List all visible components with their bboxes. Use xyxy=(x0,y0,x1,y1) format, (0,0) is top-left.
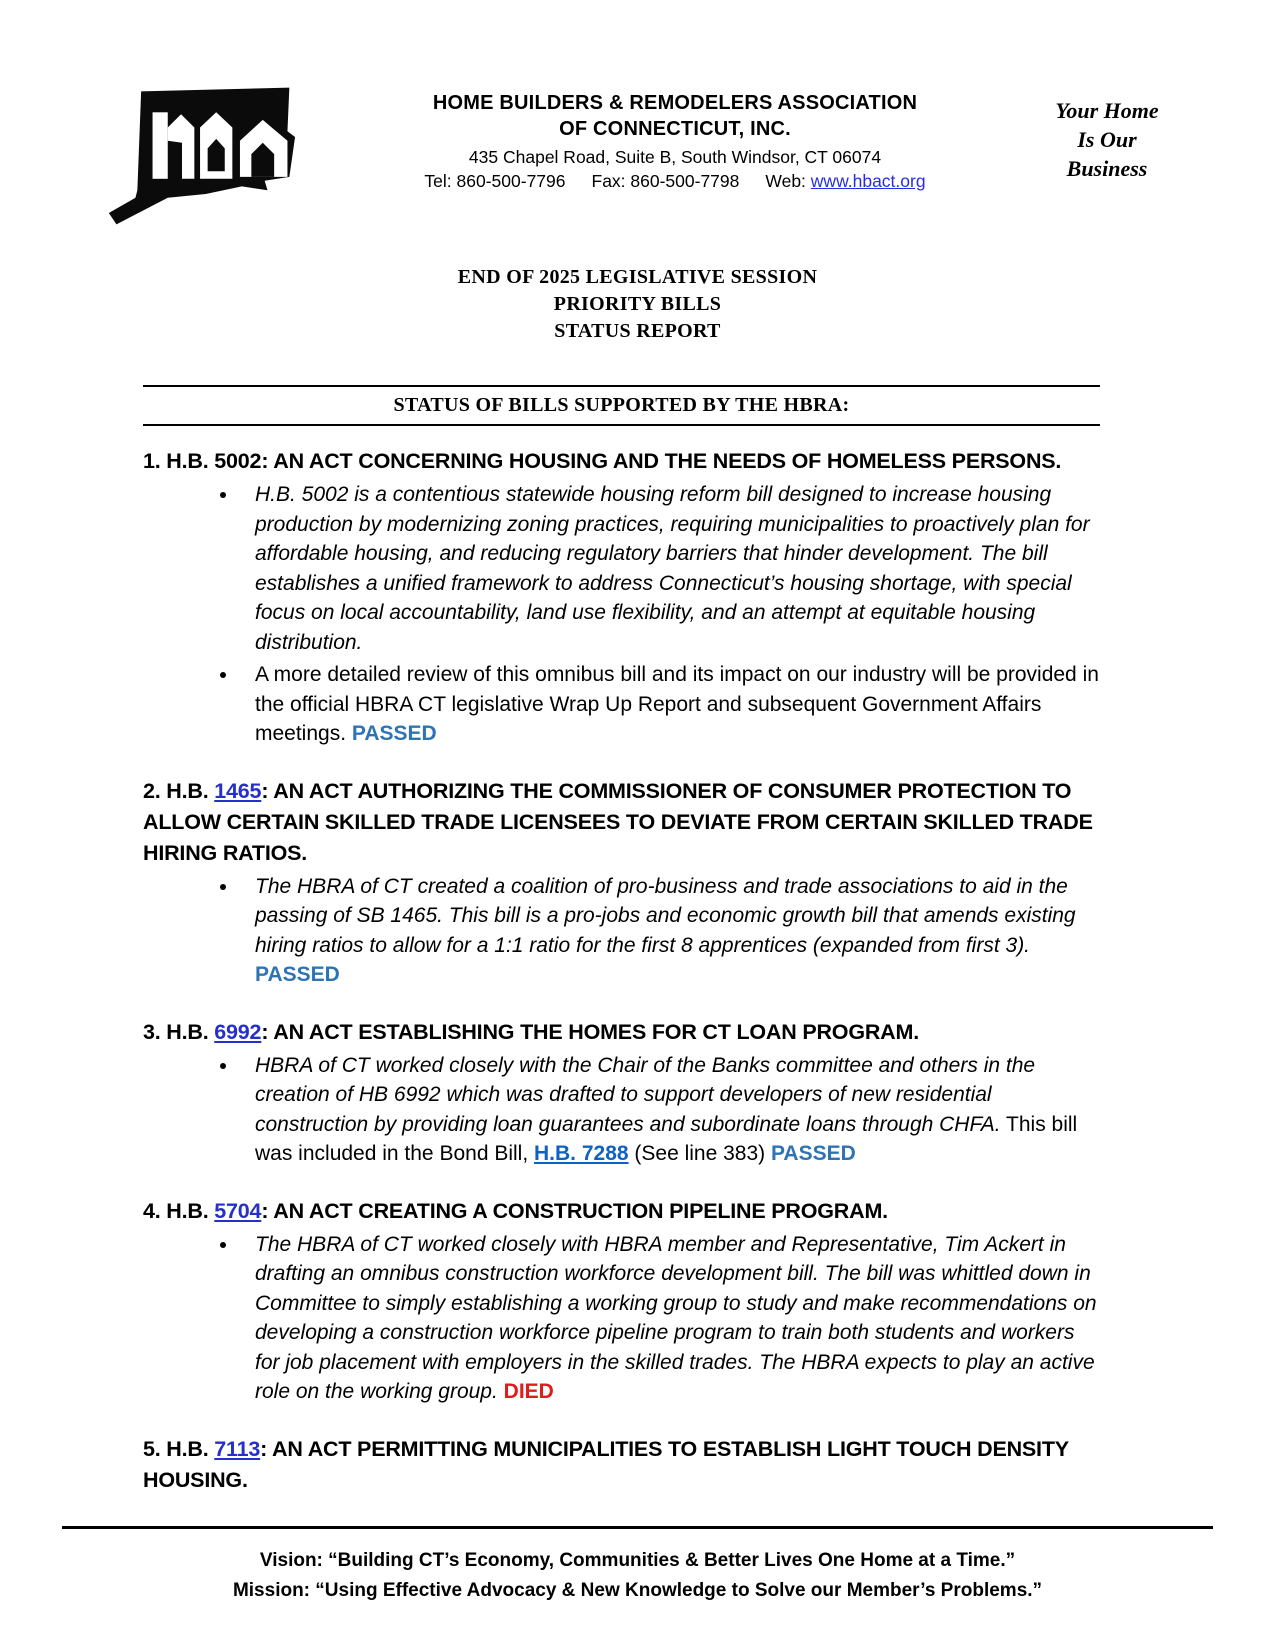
tagline-line1: Your Home xyxy=(1055,98,1159,123)
section-divider-bottom xyxy=(143,424,1100,426)
org-block xyxy=(323,80,1027,193)
bill-title: : AN ACT AUTHORIZING THE COMMISSIONER OF CONSUMER PROTECTION TO ALLOW CERTAIN SKILLED TRADE LICENSEES TO DEVIATE FROM CERTAIN SKILLED TRADE HIRING RATIOS. xyxy=(143,778,1093,865)
status-passed: PASSED xyxy=(770,1142,856,1165)
bill-item-3 xyxy=(143,1017,1103,1169)
org-contact xyxy=(323,169,1027,193)
page-footer xyxy=(62,1526,1213,1606)
org-name-line1: HOME BUILDERS & REMODELERS ASSOCIATION xyxy=(432,92,918,114)
status-passed: PASSED xyxy=(255,963,340,986)
bullet-text: The HBRA of CT worked closely with HBRA member and Representative, Tim Ackert in drafting an omnibus construction workforce development bill. The bill was whittled down in Committee to simply establishing a working group to study and make recommendations on developing a construction workforce pipeline program to train both students and workers for job placement with employers in the skilled trades. The HBRA expects to play an active role on the working group. xyxy=(255,1232,1097,1403)
bill-item-2 xyxy=(143,776,1103,990)
bill-number: 3. H.B. xyxy=(143,1019,215,1044)
vision-statement: Vision: “Building CT’s Economy, Communities & Better Lives One Home at a Time.” xyxy=(259,1550,1016,1571)
web-label: Web: xyxy=(765,171,806,191)
bullet-text: (See line 383) xyxy=(628,1142,771,1165)
status-died: DIED xyxy=(503,1380,554,1403)
bullet-list xyxy=(143,1230,1103,1407)
connecticut-state-icon xyxy=(98,80,323,232)
bond-bill-link[interactable]: H.B. 7288 xyxy=(534,1142,629,1165)
title-line2: PRIORITY BILLS xyxy=(553,293,722,315)
bill-title: : AN ACT CREATING A CONSTRUCTION PIPELINE PROGRAM. xyxy=(261,1198,888,1223)
bill-number-link[interactable]: 7113 xyxy=(214,1436,261,1461)
bill-item-5 xyxy=(143,1434,1103,1496)
bill-heading xyxy=(143,776,1103,869)
org-name-line2: OF CONNECTICUT, INC. xyxy=(559,118,791,140)
tagline xyxy=(1027,80,1187,183)
bill-item-1 xyxy=(143,446,1103,749)
org-address: 435 Chapel Road, Suite B, South Windsor, CT 06074 xyxy=(468,147,882,167)
website-link[interactable]: www.hbact.org xyxy=(810,171,926,191)
bullet-item xyxy=(239,660,1103,749)
bill-number: 5. H.B. xyxy=(143,1436,215,1461)
bullet-text: The HBRA of CT created a coalition of pro-business and trade associations to aid in the passing of SB 1465. This bill is a pro-jobs and economic growth bill that amends existing hiring ratios to allow for a 1:1 ratio for the first 8 apprentices (expanded from first 3). xyxy=(255,874,1076,957)
bullet-item xyxy=(239,1051,1103,1169)
status-passed: PASSED xyxy=(351,722,437,745)
bill-number: 2. H.B. xyxy=(143,778,215,803)
tagline-line2: Is Our xyxy=(1077,127,1137,152)
bill-heading xyxy=(143,1017,1103,1048)
title-line3: STATUS REPORT xyxy=(554,320,721,342)
bullet-item xyxy=(239,1230,1103,1407)
bill-item-4 xyxy=(143,1196,1103,1407)
hba-connecticut-logo xyxy=(98,80,323,232)
bill-title: : AN ACT ESTABLISHING THE HOMES FOR CT LOAN PROGRAM. xyxy=(261,1019,919,1044)
bill-heading xyxy=(143,446,1103,477)
bullet-text: HBRA of CT worked closely with the Chair of the Banks committee and others in the creation of HB 6992 which was drafted to support developers of new residential construction by providing loan guarantees and subordinate loans through CHFA. xyxy=(255,1053,1036,1136)
bullet-text: This bill was included in the Bond Bill, xyxy=(255,1112,1078,1165)
bullet-list xyxy=(143,872,1103,990)
letterhead xyxy=(0,0,1275,232)
bills-list xyxy=(143,446,1103,1496)
bullet-list xyxy=(143,480,1103,749)
bill-number-link[interactable]: 6992 xyxy=(214,1019,262,1044)
tel-label: Tel: 860-500-7796 xyxy=(424,171,566,191)
bill-title: : AN ACT PERMITTING MUNICIPALITIES TO ESTABLISH LIGHT TOUCH DENSITY HOUSING. xyxy=(143,1436,1069,1492)
bill-title: : AN ACT CONCERNING HOUSING AND THE NEEDS OF HOMELESS PERSONS. xyxy=(261,449,1062,473)
mission-statement: Mission: “Using Effective Advocacy & New Knowledge to Solve our Member’s Problems.” xyxy=(232,1580,1043,1601)
fax-label: Fax: 860-500-7798 xyxy=(591,171,740,191)
bill-number: 4. H.B. xyxy=(143,1198,215,1223)
bill-heading xyxy=(143,1434,1103,1496)
section-divider-top xyxy=(143,385,1100,387)
bill-number-link[interactable]: 1465 xyxy=(214,778,262,803)
section-heading: STATUS OF BILLS SUPPORTED BY THE HBRA: xyxy=(393,394,850,416)
document-title xyxy=(0,264,1275,345)
title-line1: END OF 2025 LEGISLATIVE SESSION xyxy=(457,266,818,288)
bullet-list xyxy=(143,1051,1103,1169)
bullet-item xyxy=(239,872,1103,990)
bill-heading xyxy=(143,1196,1103,1227)
bill-number-link[interactable]: 5704 xyxy=(214,1198,262,1223)
bill-number: 1. H.B. 5002 xyxy=(143,449,262,473)
bullet-text: A more detailed review of this omnibus bill and its impact on our industry will be provided in the official HBRA CT legislative Wrap Up Report and subsequent Government Affairs meetings. xyxy=(255,663,1099,745)
bullet-text: H.B. 5002 is a contentious statewide housing reform bill designed to increase housing production by modernizing zoning practices, requiring municipalities to proactively plan for affordable housing, and reducing regulatory barriers that hinder development. The bill establishes a unified framework to address Connecticut’s housing shortage, with special focus on local accountability, land use flexibility, and an attempt at equitable housing distribution. xyxy=(255,483,1090,654)
tagline-line3: Business xyxy=(1066,156,1148,181)
bullet-item xyxy=(239,480,1103,657)
